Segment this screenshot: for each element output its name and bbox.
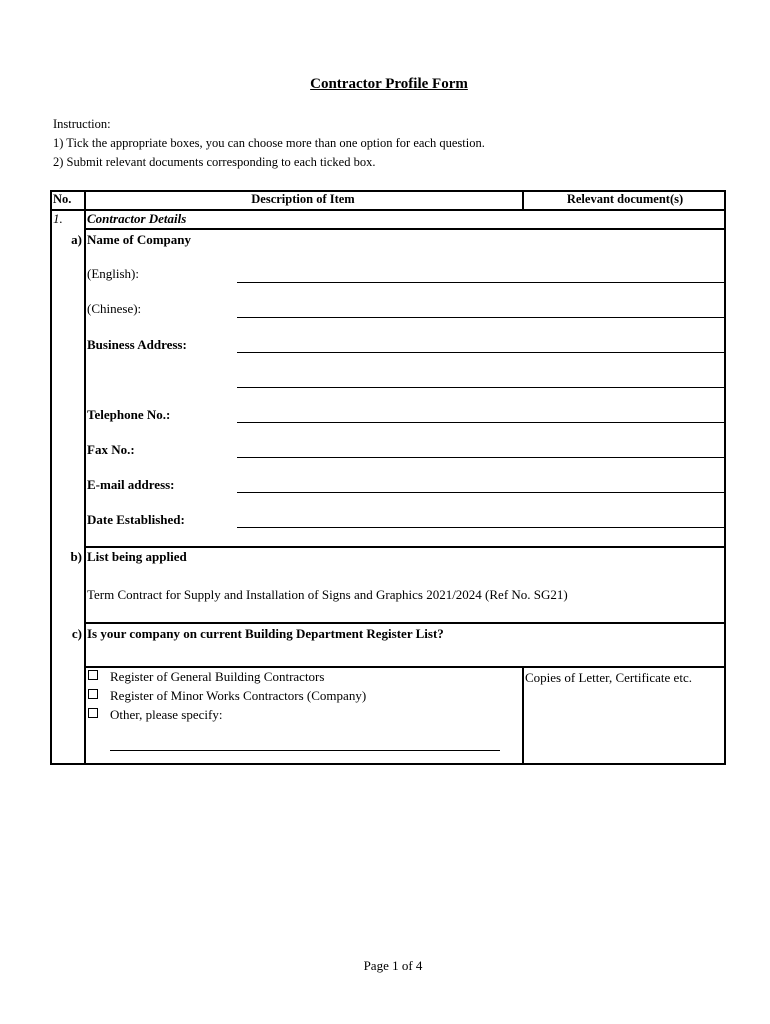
business-address-label: Business Address: [87, 337, 187, 352]
telephone-field[interactable] [237, 422, 725, 423]
instruction-line-1: 1) Tick the appropriate boxes, you can choose more than one option for each question. [53, 136, 485, 150]
chinese-name-label: (Chinese): [87, 301, 142, 316]
row-b-divider [84, 622, 726, 624]
row-b-text: Term Contract for Supply and Installation of Signs and Graphics 2021/2024 (Ref No. SG21) [87, 587, 568, 602]
business-address-field-1[interactable] [237, 352, 725, 353]
english-name-label: (English): [87, 266, 139, 281]
other-checkbox[interactable] [88, 708, 98, 718]
fax-field[interactable] [237, 457, 725, 458]
column-divider-docs-c [522, 666, 524, 765]
general-building-label: Register of General Building Contractors [110, 669, 325, 684]
minor-works-checkbox[interactable] [88, 689, 98, 699]
section-title: Contractor Details [87, 211, 187, 226]
instruction-heading: Instruction: [53, 117, 111, 131]
row-c-title: Is your company on current Building Department Register List? [87, 626, 444, 641]
minor-works-label: Register of Minor Works Contractors (Company) [110, 688, 367, 703]
header-description: Description of Item [251, 192, 355, 206]
date-established-label: Date Established: [87, 512, 185, 527]
form-title: Contractor Profile Form [310, 76, 468, 92]
column-divider-no [84, 190, 86, 765]
other-label: Other, please specify: [110, 707, 223, 722]
row-a-divider [84, 546, 726, 548]
english-name-field[interactable] [237, 282, 725, 283]
page-number: Page 1 of 4 [363, 958, 423, 973]
section-number: 1. [53, 211, 63, 226]
row-a-label: a) [71, 232, 82, 247]
row-c-label: c) [71, 626, 82, 641]
header-no: No. [53, 192, 72, 206]
chinese-name-field[interactable] [237, 317, 725, 318]
other-specify-field[interactable] [110, 750, 500, 751]
email-label: E-mail address: [87, 477, 175, 492]
telephone-label: Telephone No.: [87, 407, 171, 422]
row-c-divider [84, 666, 726, 668]
fax-label: Fax No.: [87, 442, 135, 457]
row-a-title: Name of Company [87, 232, 191, 247]
row-c-documents: Copies of Letter, Certificate etc. [525, 670, 692, 685]
section1-divider [84, 228, 726, 230]
header-documents: Relevant document(s) [566, 192, 684, 206]
row-b-label: b) [70, 549, 82, 564]
date-established-field[interactable] [237, 527, 725, 528]
general-building-checkbox[interactable] [88, 670, 98, 680]
business-address-field-2[interactable] [237, 387, 725, 388]
email-field[interactable] [237, 492, 725, 493]
row-b-title: List being applied [87, 549, 187, 564]
instruction-line-2: 2) Submit relevant documents corresponding to each ticked box. [53, 155, 376, 169]
